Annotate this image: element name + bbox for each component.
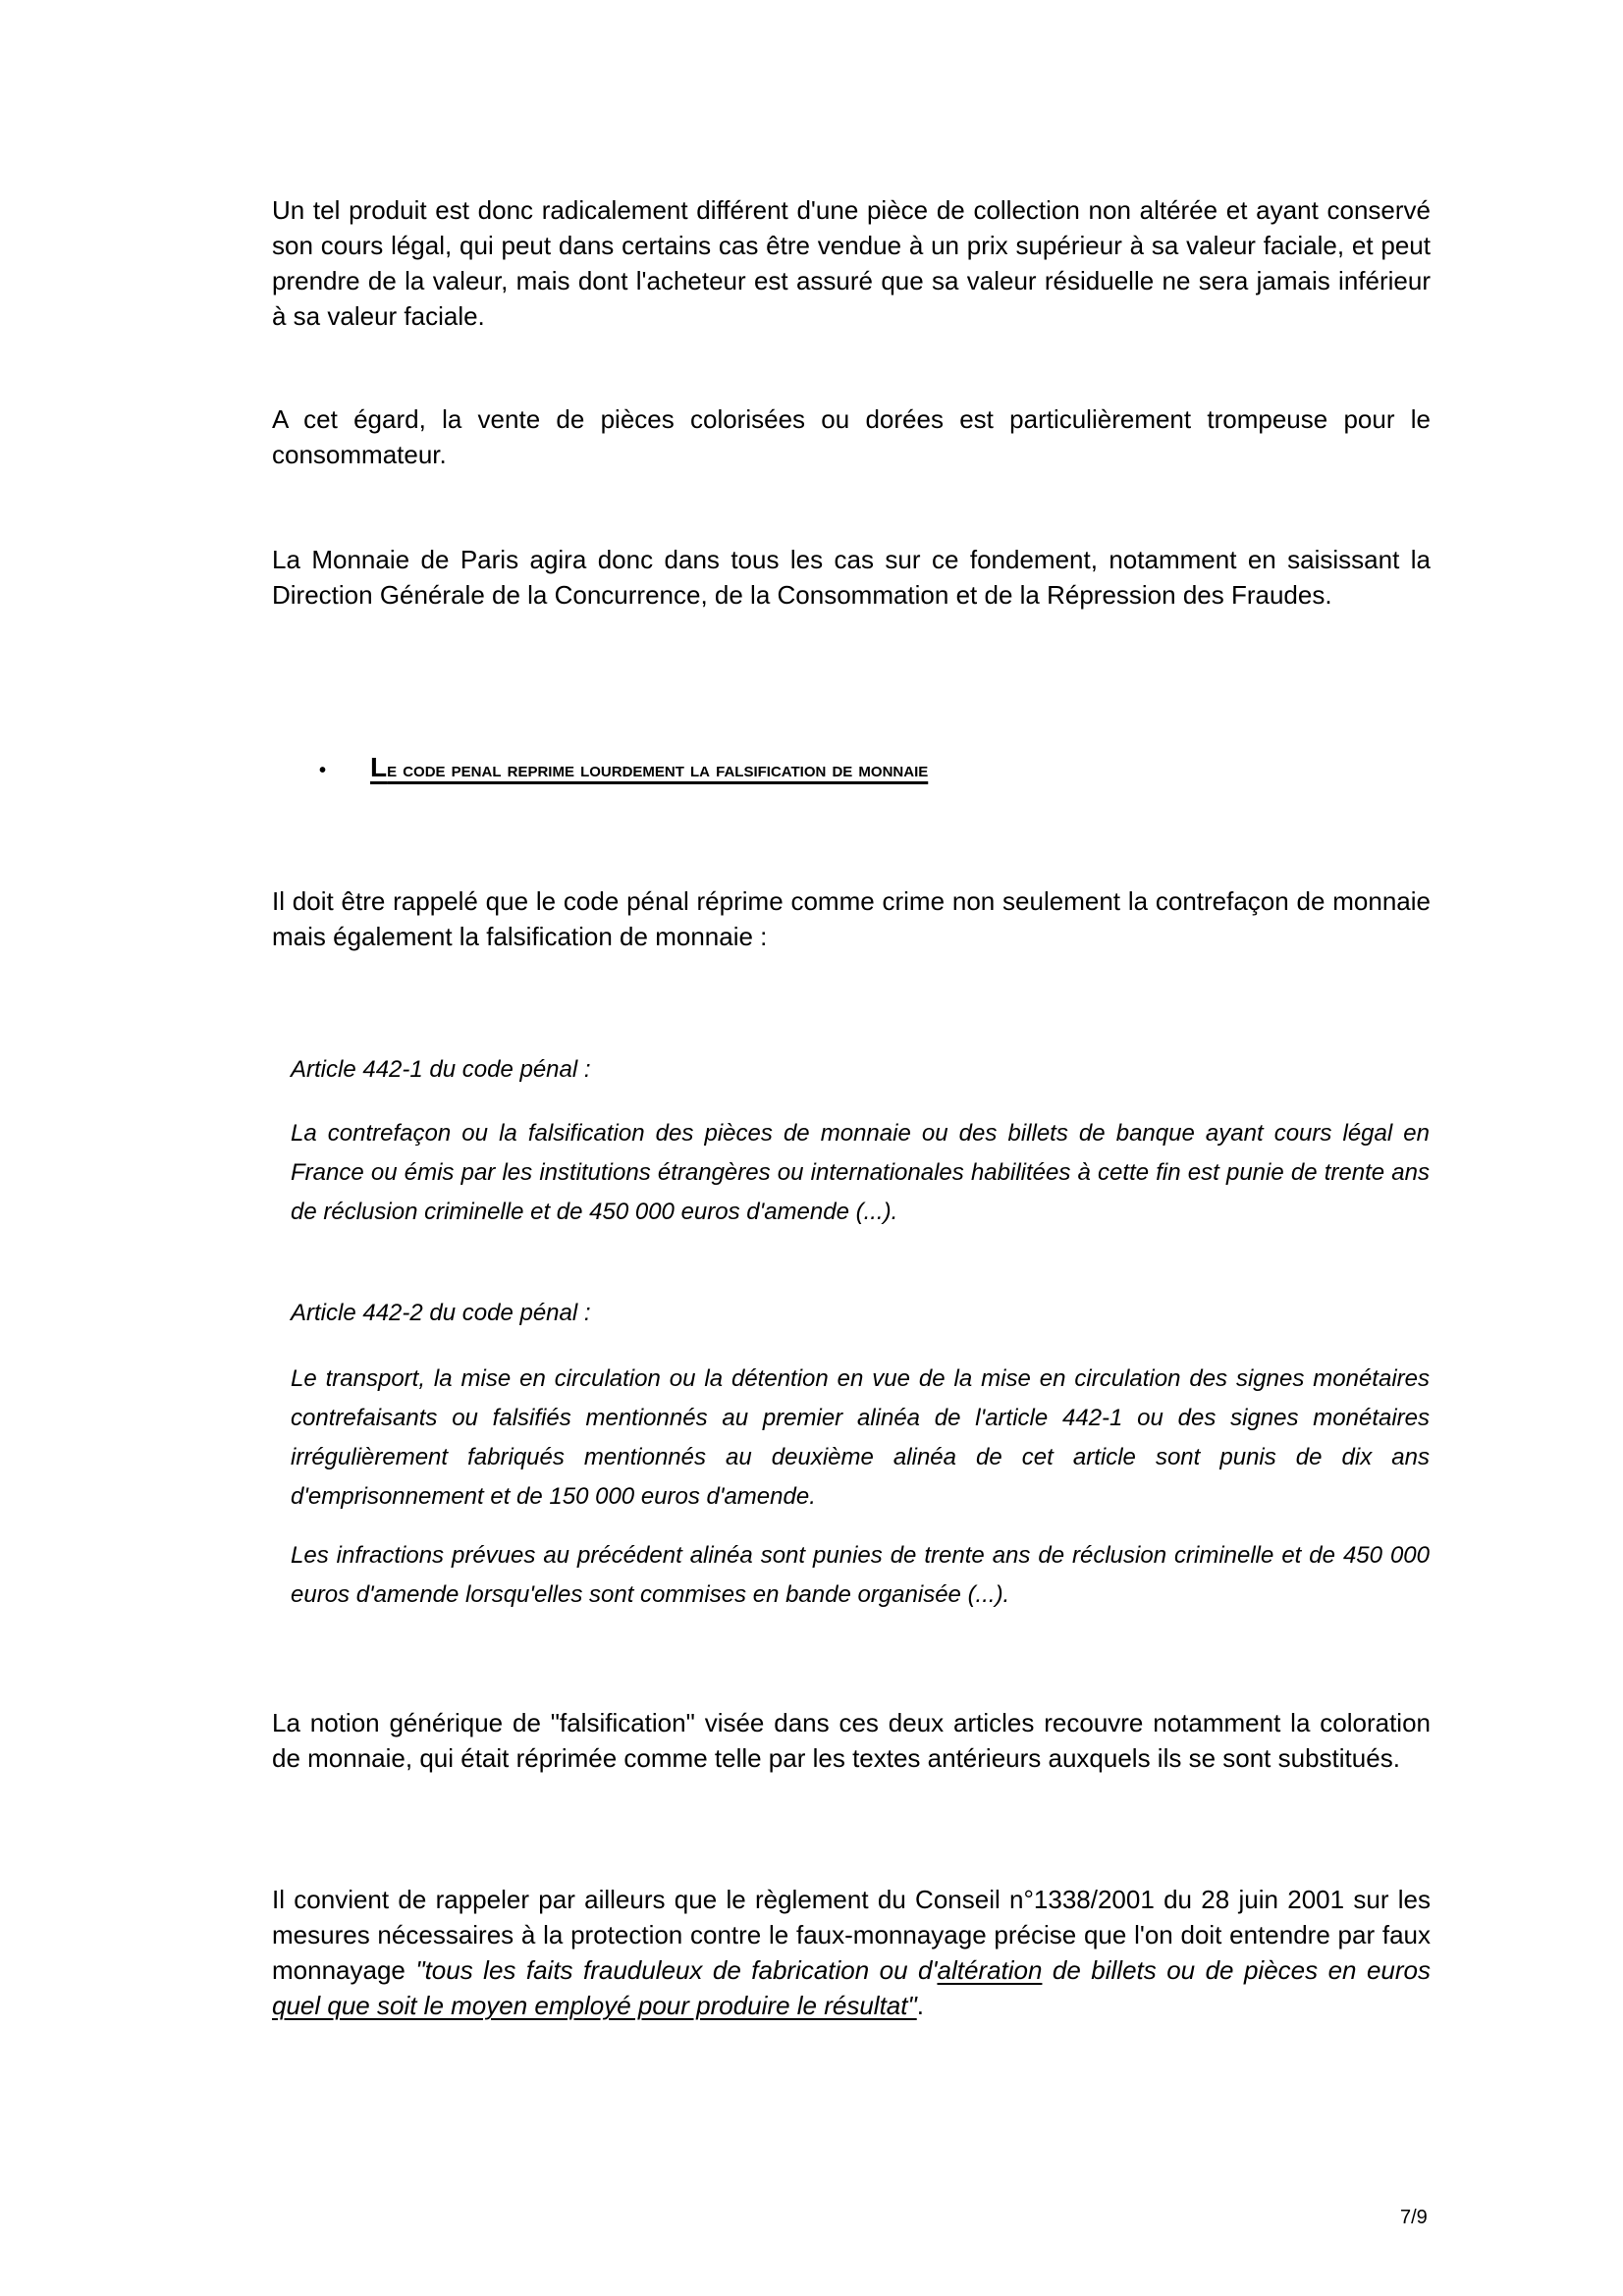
article-442-2-label: Article 442-2 du code pénal : [291,1300,591,1326]
article-442-2-text-1: Le transport, la mise en circulation ou la détention en vue de la mise en circulation des signes monétaires contrefaisants ou falsifiés mentionnés au premier alinéa de l'article 442-1 ou des signes monétaires irrégulièrement fabriqués mentionnés au deuxième alinéa de cet article sont punis de dix ans d'emprisonnement et de 150 000 euros d'amende. [291,1365,1430,1510]
paragraph-penal-code-intro: Il doit être rappelé que le code pénal réprime comme crime non seulement la contrefaçon de monnaie mais également la falsification de monnaie : [272,886,1431,951]
paragraph-product-difference: Un tel produit est donc radicalement différent d'une pièce de collection non altérée et ayant conservé son cours légal, qui peut dans certains cas être vendue à un prix supérieur à sa valeur faciale, et peut prendre de la valeur, mais dont l'acheteur est assuré que sa valeur résiduelle ne sera jamais inférieur à sa valeur faciale. [272,195,1431,331]
regulation-intro: Il convient de rappeler par ailleurs que le règlement du Conseil n°1338/2001 du 28 juin 2001 sur les mesures nécessaires à la protection contre le faux-monnayage précise que l'on doit entendre par faux monnayage [272,1885,1431,1985]
paragraph-monnaie-de-paris-action: La Monnaie de Paris agira donc dans tous les cas sur ce fondement, notamment en saisissant la Direction Générale de la Concurrence, de la Consommation et de la Répression des Fraudes. [272,545,1431,610]
paragraph-council-regulation [272,1882,1431,2023]
article-442-1-label: Article 442-1 du code pénal : [291,1056,591,1083]
regulation-quote-a: "tous les faits frauduleux de fabrication ou d' [415,1955,938,1985]
regulation-quote-underlined-1: altération [937,1955,1043,1985]
paragraph-falsification-notion: La notion générique de "falsification" visée dans ces deux articles recouvre notamment la coloration de monnaie, qui était réprimée comme telle par les textes antérieurs auxquels ils se sont substitués. [272,1708,1431,1773]
heading-first-letter: L [370,752,388,782]
article-442-1-text: La contrefaçon ou la falsification des pièces de monnaie ou des billets de banque ayant cours légal en France ou émis par les institutions étrangères ou internationales habilitées à cette fin est punie de trente ans de réclusion criminelle et de 450 000 euros d'amende (...). [291,1120,1430,1225]
page-number: 7/9 [1400,2207,1428,2228]
regulation-quote-b: de billets ou de pièces en euros [1042,1955,1431,1985]
heading-rest: e code penal reprime lourdement la falsification de monnaie [387,757,929,781]
section-heading-title [370,752,929,782]
paragraph-misleading-sale: A cet égard, la vente de pièces colorisées ou dorées est particulièrement trompeuse pour le consommateur. [272,404,1431,469]
article-442-2-text-2: Les infractions prévues au précédent alinéa sont punies de trente ans de réclusion criminelle et de 450 000 euros d'amende lorsqu'elles sont commises en bande organisée (...). [291,1542,1430,1608]
regulation-end: . [916,1991,924,2020]
section-heading [319,750,928,788]
regulation-quote-underlined-2: quel que soit le moyen employé pour produire le résultat" [272,1991,917,2020]
bullet-icon: • [319,760,327,781]
